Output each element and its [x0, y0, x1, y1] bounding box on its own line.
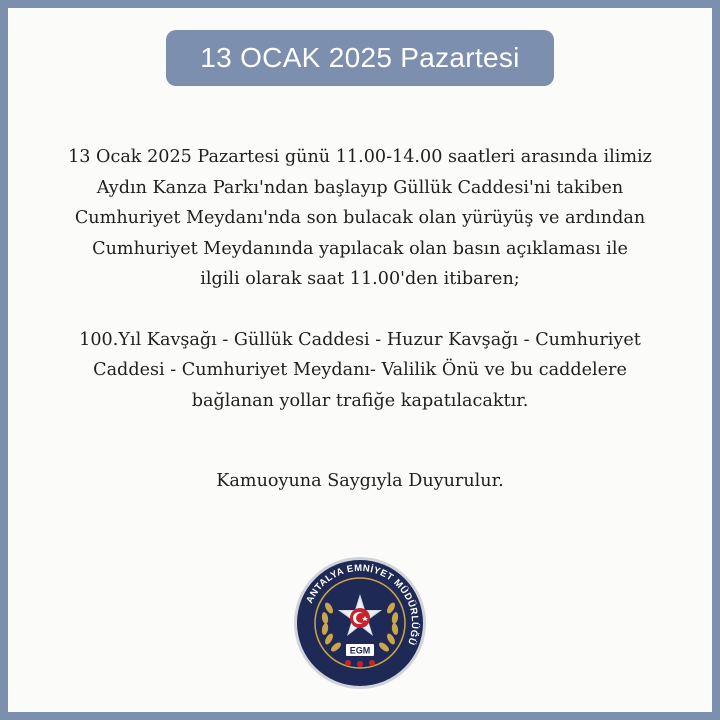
text-line: Cumhuriyet Meydanı'nda son bulacak olan yürüyüş ve ardından	[74, 208, 646, 228]
date-banner: 13 OCAK 2025 Pazartesi	[166, 30, 554, 86]
closing-statement: Kamuoyuna Saygıyla Duyurulur.	[216, 471, 504, 491]
closure-reason-paragraph	[0, 142, 720, 295]
text-line: 100.Yıl Kavşağı - Güllük Caddesi - Huzur Kavşağı - Cumhuriyet	[79, 329, 641, 350]
text-line: Aydın Kanza Parkı'ndan başlayıp Güllük Caddesi'ni takiben	[96, 177, 624, 198]
closed-roads-paragraph	[0, 325, 720, 417]
svg-text:EGM: EGM	[349, 645, 371, 656]
text-line: bağlanan yollar trafiğe kapatılacaktır.	[191, 390, 529, 411]
text-line: Caddesi - Cumhuriyet Meydanı- Valilik Önü ve bu caddelere	[93, 360, 627, 380]
police-emblem-icon	[293, 556, 427, 690]
text-line: 13 Ocak 2025 Pazartesi günü 11.00-14.00 saatleri arasında ilimiz	[68, 147, 652, 167]
text-line: Cumhuriyet Meydanında yapılacak olan basın açıklaması ile	[92, 238, 628, 259]
announcement-body	[0, 142, 720, 446]
text-line: ilgili olarak saat 11.00'den itibaren;	[200, 269, 520, 289]
svg-text:ANTALYA EMNİYET MÜDÜRLÜĞÜ: ANTALYA EMNİYET MÜDÜRLÜĞÜ	[304, 562, 421, 647]
